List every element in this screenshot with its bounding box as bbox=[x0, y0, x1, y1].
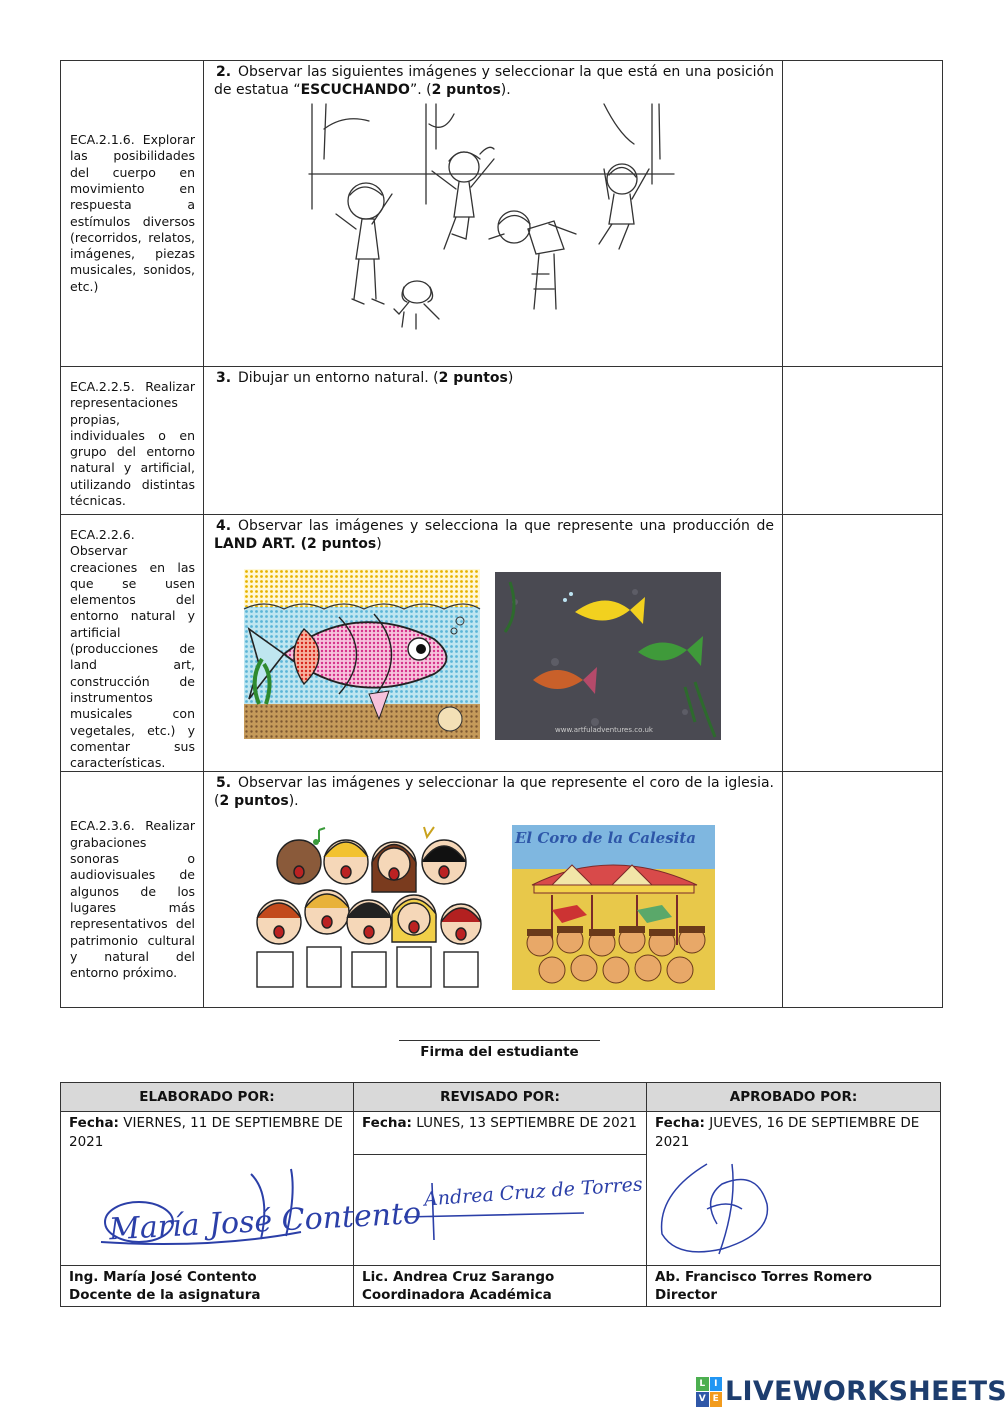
question-cell bbox=[204, 772, 783, 1008]
question-cell bbox=[204, 61, 783, 367]
logo-letter: V bbox=[696, 1392, 709, 1407]
signature-text: María José Contento bbox=[108, 1196, 422, 1248]
question-text bbox=[204, 772, 782, 810]
question-number: 4. bbox=[216, 518, 232, 534]
children-statues-illustration[interactable] bbox=[204, 99, 783, 349]
person-role: Docente de la asignatura bbox=[69, 1286, 261, 1303]
signature-cruz-image bbox=[354, 1155, 647, 1261]
approval-table bbox=[60, 1082, 941, 1307]
land-art-images bbox=[204, 553, 782, 743]
image-watermark: www.artfuladventures.co.uk bbox=[555, 726, 653, 734]
choir-images bbox=[204, 810, 782, 990]
score-cell[interactable] bbox=[783, 367, 943, 515]
name-revisado bbox=[354, 1265, 647, 1306]
question-row-5 bbox=[61, 772, 943, 1008]
question-points: 2 puntos bbox=[438, 370, 508, 386]
score-cell[interactable] bbox=[783, 61, 943, 367]
liveworksheets-wordmark: LIVEWORKSHEETS bbox=[725, 1376, 1007, 1407]
date-revisado bbox=[354, 1112, 647, 1155]
person-name: Ing. María José Contento bbox=[69, 1268, 257, 1285]
score-cell[interactable] bbox=[783, 515, 943, 772]
question-keyword: ESCUCHANDO bbox=[300, 82, 410, 98]
signature-torres-image bbox=[647, 1154, 941, 1260]
student-signature-label: Firma del estudiante bbox=[420, 1044, 579, 1060]
date-label: Fecha: bbox=[362, 1115, 412, 1131]
question-text-part: Dibujar un entorno natural. ( bbox=[238, 370, 439, 386]
question-keyword: LAND ART. (2 puntos bbox=[214, 536, 377, 552]
question-points: 2 puntos bbox=[219, 793, 289, 810]
date-value: LUNES, 13 SEPTIEMBRE DE 2021 bbox=[416, 1115, 637, 1131]
date-label: Fecha: bbox=[655, 1115, 705, 1131]
question-text-part: ”. ( bbox=[409, 82, 432, 98]
header-aprobado: APROBADO POR: bbox=[647, 1083, 941, 1112]
student-signature-line bbox=[399, 1040, 600, 1041]
header-elaborado: ELABORADO POR: bbox=[61, 1083, 354, 1112]
question-text-part: ). bbox=[288, 793, 299, 810]
criterion-text: ECA.2.3.6. Realizar grabaciones sonoras o audiovisuales de algunos de los lugares más representativos del patrimonio cultural y natural del entorno próximo. bbox=[70, 818, 195, 981]
person-role: Director bbox=[655, 1286, 718, 1303]
criterion-cell bbox=[61, 772, 204, 1008]
question-text-part: ) bbox=[507, 370, 514, 386]
signature-elaborado bbox=[61, 1154, 422, 1265]
score-cell[interactable] bbox=[783, 772, 943, 1008]
question-text bbox=[204, 367, 782, 387]
statue-images bbox=[204, 99, 782, 349]
logo-letter: E bbox=[710, 1392, 723, 1407]
leaf-fish-land-art-image[interactable] bbox=[495, 572, 721, 740]
person-name: Ab. Francisco Torres Romero bbox=[655, 1268, 873, 1285]
question-cell bbox=[204, 367, 783, 515]
date-label: Fecha: bbox=[69, 1115, 119, 1131]
dot-painting-fish-image[interactable] bbox=[244, 569, 480, 739]
signature-text: Andrea Cruz de Torres bbox=[423, 1172, 644, 1211]
question-text bbox=[204, 61, 782, 99]
date-value: VIERNES, 11 DE SEPTIEMBRE DE 2021 bbox=[69, 1115, 343, 1150]
date-aprobado bbox=[647, 1112, 941, 1155]
date-value: JUEVES, 16 DE SEPTIEMBRE DE 2021 bbox=[655, 1115, 920, 1150]
header-revisado: REVISADO POR: bbox=[354, 1083, 647, 1112]
question-text-part: ). bbox=[500, 82, 511, 98]
question-text-part: Observar las imágenes y selecciona la que represente una producción de bbox=[238, 518, 774, 534]
signature-aprobado bbox=[647, 1154, 941, 1265]
image-title-text: El Coro de la Calesita bbox=[515, 829, 697, 848]
question-cell bbox=[204, 515, 783, 772]
name-elaborado bbox=[61, 1265, 354, 1306]
criterion-cell bbox=[61, 515, 204, 772]
criterion-cell bbox=[61, 367, 204, 515]
criterion-cell bbox=[61, 61, 204, 367]
signature-revisado bbox=[354, 1154, 647, 1265]
question-number: 5. bbox=[216, 775, 232, 792]
criterion-text: ECA.2.1.6. Explorar las posibilidades del cuerpo en movimiento en respuesta a estímulos diversos (recorridos, relatos, imágenes, piezas musicales, sonidos, etc.) bbox=[70, 132, 195, 294]
question-row-3 bbox=[61, 367, 943, 515]
singing-choir-children-image[interactable] bbox=[239, 822, 489, 987]
assessment-table bbox=[60, 60, 943, 1008]
logo-letter: L bbox=[696, 1377, 709, 1392]
liveworksheets-brand[interactable] bbox=[696, 1376, 1007, 1407]
question-points: 2 puntos bbox=[431, 82, 501, 98]
person-role: Coordinadora Académica bbox=[362, 1286, 552, 1303]
signature-contento-image bbox=[61, 1154, 422, 1260]
criterion-text: ECA.2.2.6. Observar creaciones en las que se usen elementos del entorno natural y artificial (producciones de land art, construcción de instrumentos musicales con vegetales, etc.) y comentar sus características. bbox=[70, 527, 195, 771]
question-row-2 bbox=[61, 61, 943, 367]
question-number: 3. bbox=[216, 370, 232, 386]
carousel-choir-image[interactable] bbox=[512, 825, 715, 990]
criterion-text: ECA.2.2.5. Realizar representaciones propias, individuales o en grupo del entorno natural y artificial, utilizando distintas técnicas. bbox=[70, 379, 195, 509]
question-row-4 bbox=[61, 515, 943, 772]
logo-letter: I bbox=[710, 1377, 723, 1392]
question-text-part: ) bbox=[376, 536, 382, 552]
liveworksheets-logo-icon bbox=[696, 1377, 722, 1407]
date-elaborado bbox=[61, 1112, 354, 1155]
question-text bbox=[204, 515, 782, 553]
question-text-part: Observar las imágenes y seleccionar la que represente el coro de la iglesia. ( bbox=[214, 775, 774, 810]
person-name: Lic. Andrea Cruz Sarango bbox=[362, 1268, 555, 1285]
question-text-part: Observar las siguientes imágenes y seleccionar la que está en una posición de estatua “ bbox=[214, 64, 774, 98]
name-aprobado bbox=[647, 1265, 941, 1306]
question-number: 2. bbox=[216, 64, 232, 80]
